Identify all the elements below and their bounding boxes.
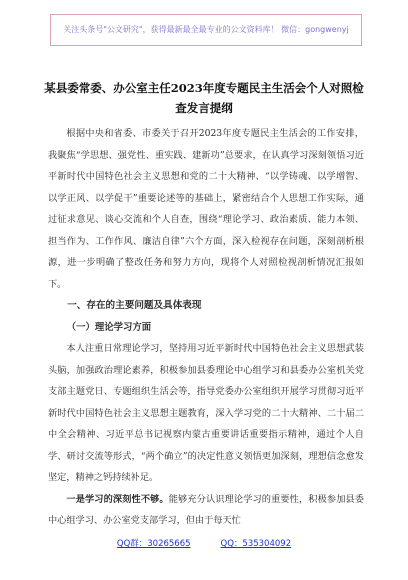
section-heading: 一、存在的主要问题及具体表现 [67, 300, 202, 311]
document-title-line-1: 某县委常委、办公室主任2023年度专题民主生活会个人对照检 [44, 81, 364, 95]
intro-paragraph: 根据中央和省委、市委关于召开2023年度专题民主生活会的工作安排，我聚焦“学思想、强党性、重实践、建新功”总要求，在认真学习深刻领悟习近平新时代中国特色社会主义思想和党的二十大精神、“以学铸魂、以学增智、以学正风、以学促干”重要论述等的基础上，紧密结合个人思想工作实际，通过征求意见、谈心交流和个人自查，围绕“理论学习、政治素质、能力本领、担当作为、工作作风、廉洁自律”六个方面，深入检视存在问题，深刻剖析根源，进一步明确了整改任务和努力方向，现将个人对照检视剖析情况汇报如下。 [48, 128, 364, 290]
promo-banner-text: 关注头条号"公文研究"，获得最新最全最专业的公文资料库！ 微信：gongwenyj [63, 25, 349, 34]
subsection-heading: （一）理论学习方面 [66, 321, 152, 333]
footer-contact [0, 537, 408, 549]
qq-link[interactable]: QQ：535304092 [220, 539, 292, 549]
problem-paragraph [48, 489, 364, 532]
document-title-line-2: 查发言提纲 [175, 101, 233, 115]
promo-banner [50, 14, 362, 46]
qq-group-link[interactable]: QQ群：30265665 [116, 539, 191, 549]
problem-text: 能够充分认识理论学习的重要性，积极参加县委中心组学习、办公室党支部学习，但由于每天忙 [48, 493, 364, 526]
problem-lead: 一是学习的深刻性不够。 [66, 493, 169, 505]
document-body [48, 123, 364, 532]
study-paragraph: 本人注重日常理论学习，坚持用习近平新时代中国特色社会主义思想武装头脑，加强政治理论素养，积极参加县委理论中心组学习和县委办公室机关党支部主题党日、专题组织生活会等，指导党委办公室组织开展学习贯彻习近平新时代中国特色社会主义思想主题教育，深入学习党的二十大精神、二十届二中全会精神、习近平总书记视察内蒙古重要讲话重要指示精神，通过个人自学、研讨交流等形式，“两个确立”的决定性意义领悟更加深刻，理想信念愈发坚定，精神之钙持续补足。 [48, 343, 364, 483]
